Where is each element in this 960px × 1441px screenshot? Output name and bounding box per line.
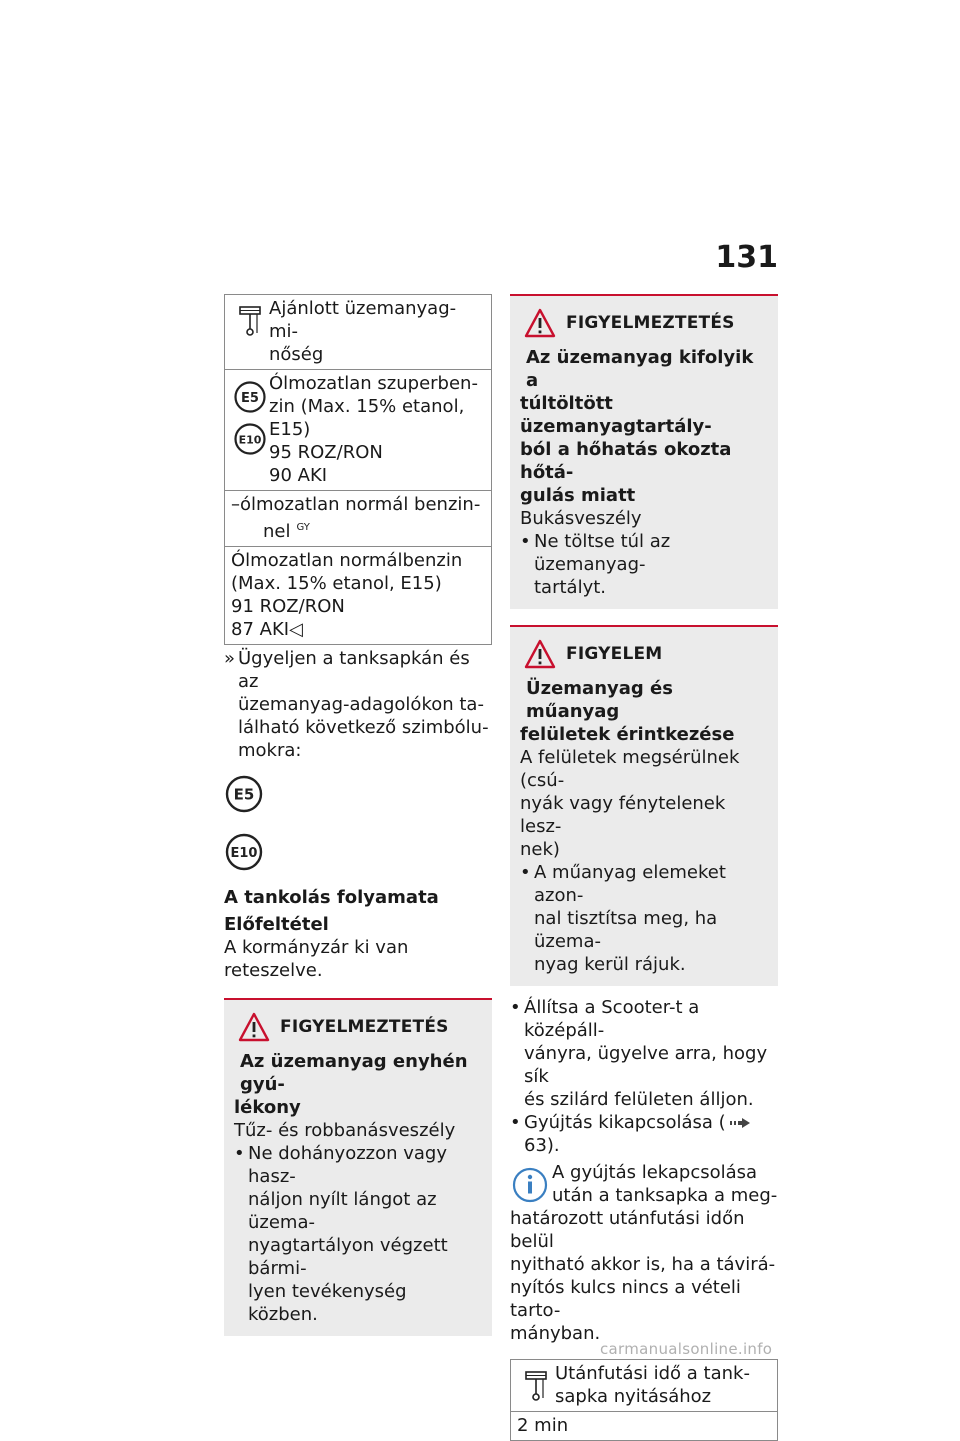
- step-text: és szilárd felületen álljon.: [524, 1089, 754, 1110]
- info-text: nyítós kulcs nincs a vételi tarto-: [510, 1277, 741, 1321]
- info-text: után a tanksapka a meg-: [552, 1185, 778, 1206]
- page-reference[interactable]: 63).: [524, 1135, 560, 1156]
- caution-text: nek): [520, 839, 560, 860]
- run-on-time-table: [510, 1359, 778, 1441]
- table-text: Ajánlott üzemanyag-mi-: [269, 298, 457, 342]
- warning-text: Tűz- és robbanásveszély: [234, 1120, 456, 1141]
- instruction-text: üzemanyag-adagolókon ta-: [238, 694, 484, 715]
- warning-box: [510, 294, 778, 609]
- info-icon: [510, 1165, 550, 1205]
- table-text: Ólmozatlan normálbenzin: [231, 550, 463, 571]
- e10-fuel-badge-icon: [233, 422, 267, 456]
- step-text: Gyújtás kikapcsolása (: [524, 1112, 726, 1133]
- superscript: GY: [296, 522, 310, 533]
- step-item: • Állítsa a Scooter-t a középáll- ványra, ügyelve arra, hogy sík és szilárd felületen álljon.: [510, 996, 778, 1111]
- warning-title: FIGYELMEZTETÉS: [280, 1016, 449, 1037]
- section-title: A tankolás folyamata: [224, 887, 439, 908]
- bullet-text: nyag kerül rájuk.: [534, 954, 686, 975]
- fuel-spec-table: [224, 294, 492, 645]
- arrow-ref-icon: [729, 1116, 751, 1130]
- right-column: [510, 294, 778, 1441]
- info-text: A gyújtás lekapcsolása: [552, 1162, 758, 1183]
- table-row: [225, 370, 492, 491]
- table-text: nel: [263, 521, 291, 542]
- table-text: Ólmozatlan szuperben-: [269, 373, 478, 394]
- warning-text: Bukásveszély: [520, 508, 642, 529]
- caution-box: [510, 625, 778, 986]
- warning-triangle-icon: [524, 639, 556, 669]
- fuel-pump-icon: [523, 1368, 549, 1404]
- table-text: 95 ROZ/RON: [269, 442, 383, 463]
- bullet-text: tartályt.: [534, 577, 607, 598]
- page-number: 131: [715, 240, 778, 275]
- bullet-text: Ne töltse túl az üzemanyag-: [534, 531, 671, 575]
- caution-subtitle: felületek érintkezése: [520, 724, 735, 745]
- warning-subtitle: lékony: [234, 1097, 301, 1118]
- table-row: [225, 295, 492, 370]
- e5-symbol-icon: [224, 774, 264, 814]
- instruction: [224, 647, 492, 762]
- e10-symbol-icon: [224, 832, 264, 872]
- instruction-text: lálható következő szimbólu-: [238, 717, 489, 738]
- caution-title: FIGYELEM: [566, 643, 663, 664]
- table-text: 87 AKI◁: [231, 619, 303, 640]
- warning-title: FIGYELMEZTETÉS: [566, 312, 735, 333]
- bullet-text: náljon nyílt lángot az üzema-: [248, 1189, 437, 1233]
- info-text: mányban.: [510, 1323, 601, 1344]
- instruction-marker: »: [224, 648, 236, 669]
- table-row: [225, 491, 492, 547]
- instruction-text: Ügyeljen a tanksapkán és az: [238, 648, 470, 692]
- caution-text: nyák vagy fénytelenek lesz-: [520, 793, 726, 837]
- step-item: • Gyújtás kikapcsolása (63).: [510, 1111, 778, 1157]
- warning-box: [224, 998, 492, 1336]
- table-text: zin (Max. 15% etanol,: [269, 396, 465, 417]
- table-row: [511, 1360, 778, 1412]
- caution-subtitle: Üzemanyag és műanyag: [526, 678, 673, 722]
- warning-subtitle: Az üzemanyag enyhén gyú-: [240, 1051, 468, 1095]
- svg-text:E10: E10: [238, 433, 262, 447]
- table-value: 2 min: [511, 1412, 778, 1441]
- prerequisite-title: Előfeltétel: [224, 914, 329, 935]
- svg-text:E5: E5: [241, 391, 259, 406]
- warning-subtitle: Az üzemanyag kifolyik a: [526, 347, 754, 391]
- svg-text:E10: E10: [230, 846, 258, 861]
- bullet-text: nyagtartályon végzett bármi-: [248, 1235, 448, 1279]
- e5-fuel-badge-icon: [233, 380, 267, 414]
- info-text: nyitható akkor is, ha a távirá-: [510, 1254, 776, 1275]
- bullet-text: lyen tevékenység közben.: [248, 1281, 407, 1325]
- svg-text:E5: E5: [233, 785, 255, 804]
- warning-subtitle: ból a hőhatás okozta hőtá-: [520, 439, 732, 483]
- instruction-text: mokra:: [238, 740, 302, 761]
- info-text: határozott utánfutási időn belül: [510, 1208, 745, 1252]
- bullet-text: A műanyag elemeket azon-: [534, 862, 726, 906]
- caution-text: A felületek megsérülnek (csú-: [520, 747, 740, 791]
- table-text: sapka nyitásához: [555, 1386, 712, 1407]
- table-text: Utánfutási idő a tank-: [555, 1363, 750, 1384]
- table-text: 90 AKI: [269, 465, 328, 486]
- table-text: 91 ROZ/RON: [231, 596, 345, 617]
- bullet-text: Ne dohányozzon vagy hasz-: [248, 1143, 448, 1187]
- info-note: [510, 1161, 778, 1345]
- table-text: –ólmozatlan normál benzin-: [231, 494, 481, 515]
- caution-bullet: • A műanyag elemeket azon- nal tisztítsa meg, ha üzema- nyag kerül rájuk.: [520, 861, 768, 976]
- prerequisite-text: A kormányzár ki van reteszelve.: [224, 937, 409, 981]
- warning-subtitle: gulás miatt: [520, 485, 636, 506]
- warning-subtitle: túltöltött üzemanyagtartály-: [520, 393, 712, 437]
- fuel-pump-icon: [237, 303, 263, 339]
- table-text: nőség: [269, 344, 324, 365]
- bullet-text: nal tisztítsa meg, ha üzema-: [534, 908, 718, 952]
- table-text: E15): [269, 419, 311, 440]
- warning-bullet: • Ne töltse túl az üzemanyag- tartályt.: [520, 530, 768, 599]
- step-text: ványra, ügyelve arra, hogy sík: [524, 1043, 768, 1087]
- step-text: Állítsa a Scooter-t a középáll-: [524, 997, 700, 1041]
- warning-triangle-icon: [238, 1012, 270, 1042]
- warning-bullet: • Ne dohányozzon vagy hasz- náljon nyílt lángot az üzema- nyagtartályon végzett bármi- lyen tevékenység közben.: [234, 1142, 482, 1326]
- table-row: [511, 1412, 778, 1441]
- warning-triangle-icon: [524, 308, 556, 338]
- table-text: (Max. 15% etanol, E15): [231, 573, 442, 594]
- left-column: [224, 294, 492, 1336]
- watermark: carmanualsonline.info: [600, 1340, 773, 1358]
- table-row: [225, 547, 492, 645]
